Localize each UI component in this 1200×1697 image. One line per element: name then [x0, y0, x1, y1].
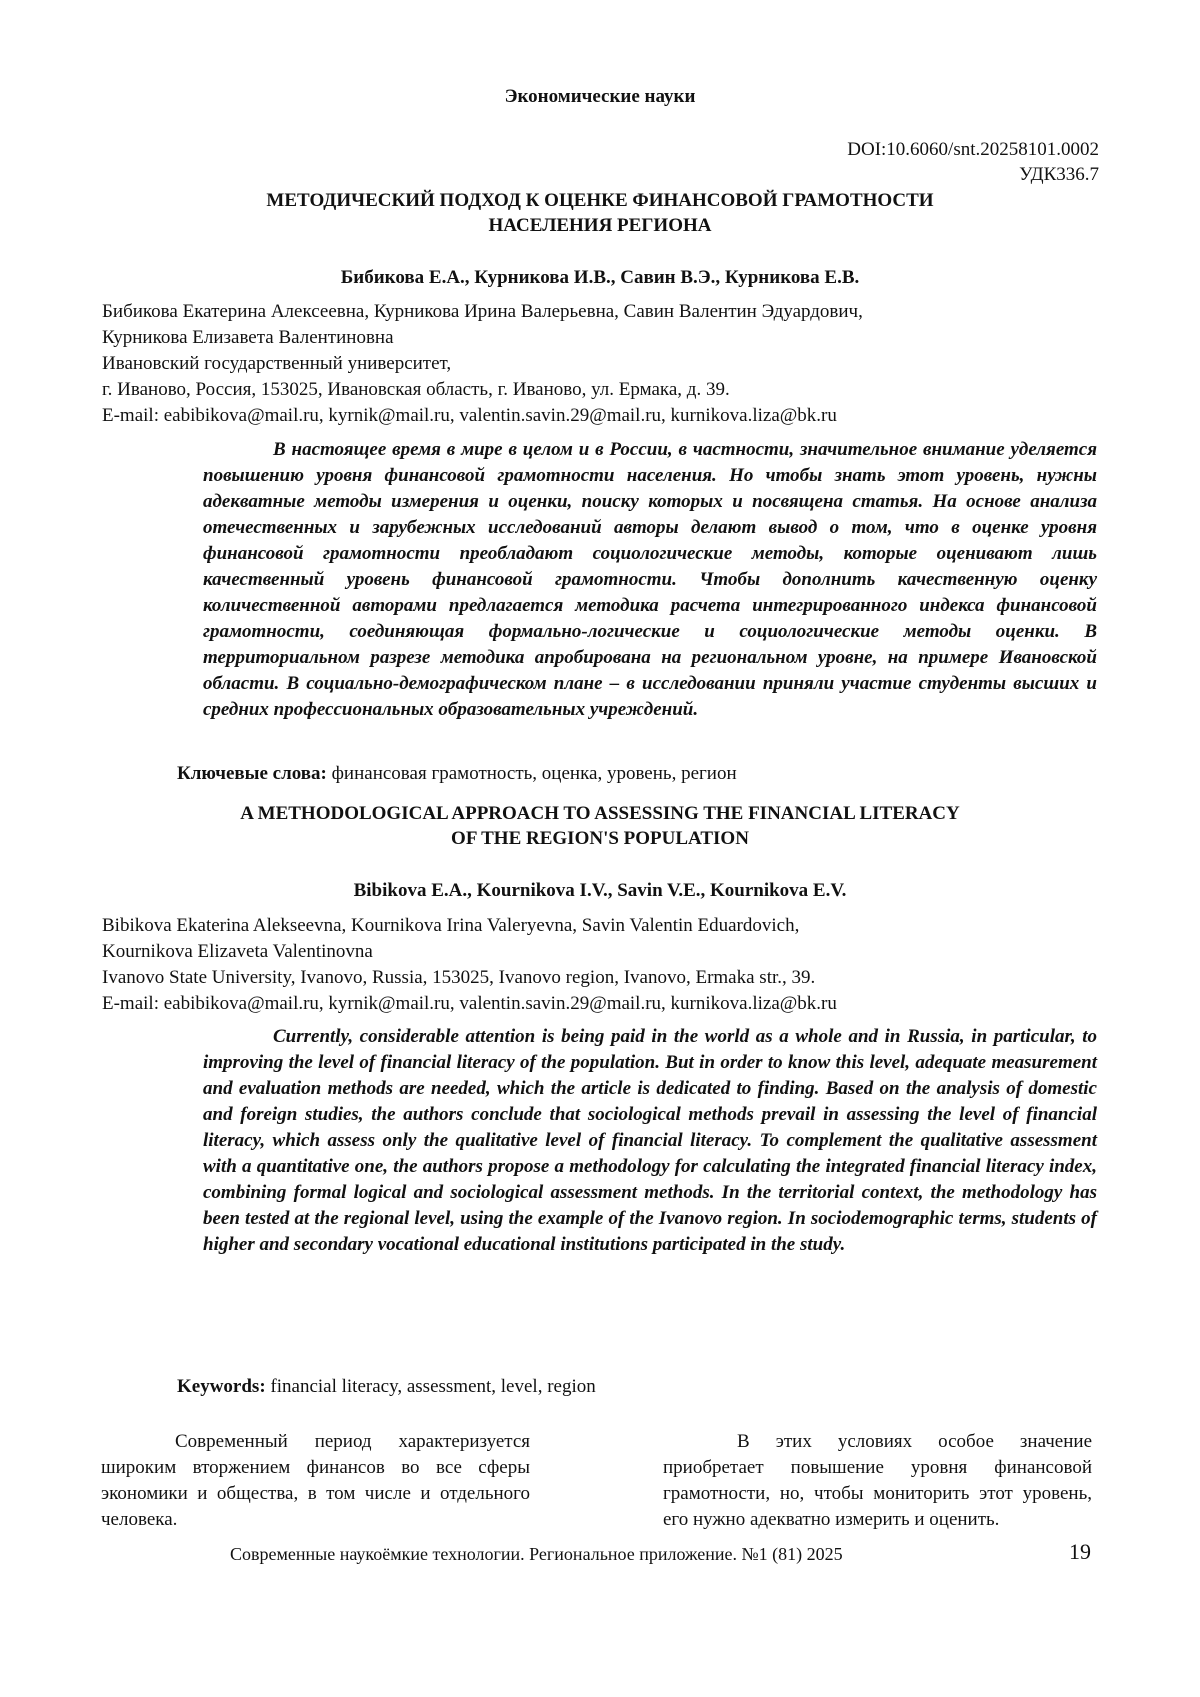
ru-keywords-text: финансовая грамотность, оценка, уровень, регион [331, 763, 737, 784]
ru-authors: Бибикова Е.А., Курникова И.В., Савин В.Э., Курникова Е.В. [340, 267, 860, 288]
en-affiliation-line: E-mail: eabibikova@mail.ru, kyrnik@mail.ru, valentin.savin.29@mail.ru, kurnikova.liza@bk.ru [102, 993, 837, 1014]
en-abstract: Currently, considerable attention is being paid in the world as a whole and in Russia, in particular, to improving the level of financial literacy of the population. But in order to know this level, adequate measurement and evaluation methods are needed, which the article is dedicated to finding. Based on the analysis of domestic and foreign studies, the authors conclude that sociological methods prevail in assessing the level of financial literacy, which assess only the qualitative level of financial literacy. To complement the qualitative assessment with a quantitative one, the authors propose a methodology for calculating the integrated financial literacy index, combining formal logical and sociological assessment methods. In the territorial context, the methodology has been tested at the regional level, using the example of the Ivanovo region. In sociodemographic terms, students of higher and secondary vocational educational institutions participated in the study. [203, 1026, 1097, 1255]
udc: УДК336.7 [1019, 164, 1099, 185]
ru-title [160, 188, 1040, 238]
ru-abstract: В настоящее время в мире в целом и в России, в частности, значительное внимание уделяется повышению уровня финансовой грамотности населения. Но чтобы знать этот уровень, нужны адекватные методы измерения и оценки, поиску которых и посвящена статья. На основе анализа отечественных и зарубежных исследований авторы делают вывод о том, что в оценке уровня финансовой грамотности преобладают социологические методы, которые оценивают лишь качественный уровень финансовой грамотности. Чтобы дополнить качественную оценку количественной авторами предлагается методика расчета интегрированного индекса финансовой грамотности, соединяющая формально-логические и социологические методы оценки. В территориальном разрезе методика апробирована на региональном уровне, на примере Ивановской области. В социально-демографическом плане – в исследовании приняли участие студенты высших и средних профессиональных образовательных учреждений. [203, 439, 1097, 720]
en-affiliation-line: Ivanovo State University, Ivanovo, Russia, 153025, Ivanovo region, Ivanovo, Ermaka str., 39. [102, 967, 816, 988]
doi: DOI:10.6060/snt.20258101.0002 [847, 139, 1099, 160]
ru-title-line-1: МЕТОДИЧЕСКИЙ ПОДХОД К ОЦЕНКЕ ФИНАНСОВОЙ ГРАМОТНОСТИ [266, 190, 934, 211]
page-number: 19 [1069, 1539, 1091, 1564]
section-label: Экономические науки [504, 86, 696, 107]
en-affiliation [102, 913, 1102, 1017]
article-codes [847, 137, 1099, 187]
ru-affiliation-line: г. Иваново, Россия, 153025, Ивановская область, г. Иваново, ул. Ермака, д. 39. [102, 379, 730, 400]
en-keywords [177, 1376, 596, 1398]
en-title-line-2: OF THE REGION'S POPULATION [451, 828, 749, 849]
en-affiliation-line: Bibikova Ekaterina Alekseevna, Kournikova Irina Valeryevna, Savin Valentin Eduardovich, [102, 915, 800, 936]
en-title [160, 801, 1040, 851]
en-authors: Bibikova E.A., Kournikova I.V., Savin V.E., Kournikova E.V. [353, 880, 847, 901]
ru-affiliation-line: Курникова Елизавета Валентиновна [102, 327, 394, 348]
ru-affiliation-line: Бибикова Екатерина Алексеевна, Курникова Ирина Валерьевна, Савин Валентин Эдуардович, [102, 301, 863, 322]
ru-keywords-label: Ключевые слова: [177, 763, 327, 784]
en-keywords-label: Keywords: [177, 1376, 266, 1397]
body-right-paragraph: В этих условиях особое значение приобретает повышение уровня финансовой грамотности, но, чтобы мониторить этот уровень, его нужно адекватно измерить и оценить. [663, 1431, 1092, 1530]
body-left-paragraph: Современный период характеризуется широким вторжением финансов во все сферы экономики и общества, в том числе и отдельного человека. [101, 1431, 530, 1530]
ru-affiliation [102, 299, 1102, 429]
journal-footer: Современные наукоёмкие технологии. Региональное приложение. №1 (81) 2025 [230, 1544, 843, 1564]
en-keywords-text: financial literacy, assessment, level, region [270, 1376, 596, 1397]
en-title-line-1: A METHODOLOGICAL APPROACH TO ASSESSING THE FINANCIAL LITERACY [240, 803, 960, 824]
ru-affiliation-line: E-mail: eabibikova@mail.ru, kyrnik@mail.ru, valentin.savin.29@mail.ru, kurnikova.liza@bk.ru [102, 405, 837, 426]
ru-keywords [177, 763, 737, 785]
ru-affiliation-line: Ивановский государственный университет, [102, 353, 452, 374]
ru-title-line-2: НАСЕЛЕНИЯ РЕГИОНА [488, 215, 712, 236]
en-affiliation-line: Kournikova Elizaveta Valentinovna [102, 941, 373, 962]
